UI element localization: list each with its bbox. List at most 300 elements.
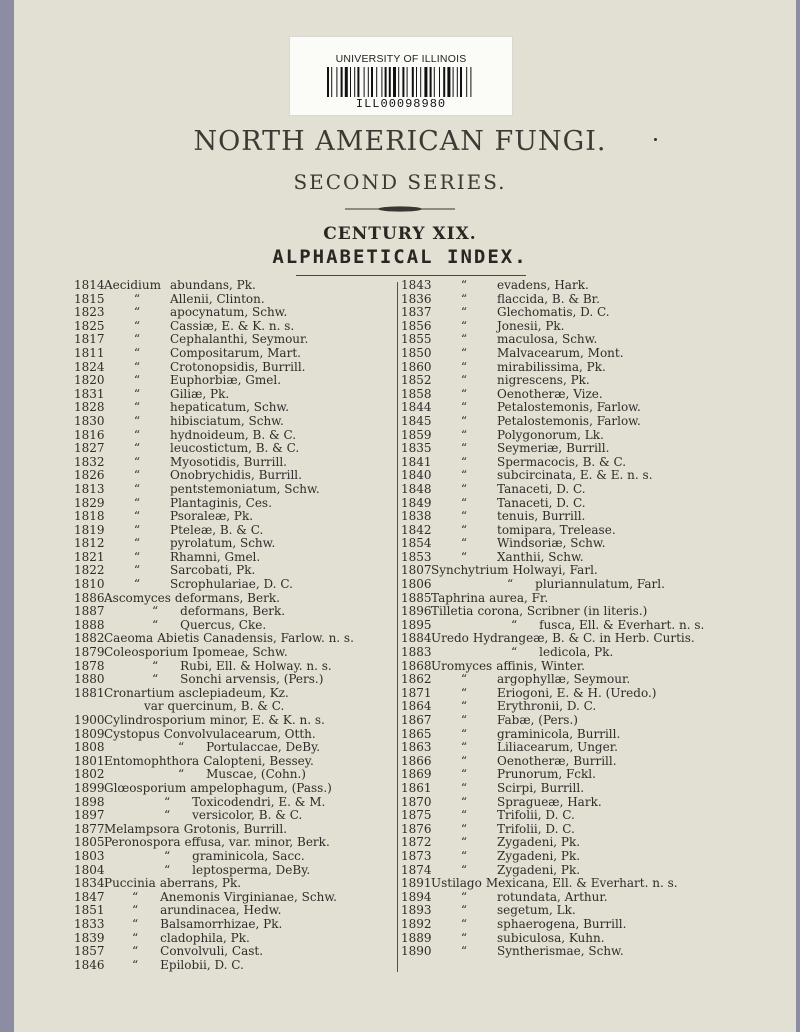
indent-spacer xyxy=(431,619,511,633)
genus-name: Cystopus xyxy=(104,726,160,741)
index-entry xyxy=(401,306,796,320)
index-entry xyxy=(401,429,796,443)
entry-number: 1821 xyxy=(74,549,105,564)
ditto-mark: “ xyxy=(460,495,468,510)
species-name: sphaerogena, Burrill. xyxy=(497,916,627,931)
entry-number: 1847 xyxy=(74,889,105,904)
index-entry xyxy=(401,374,796,388)
index-entry xyxy=(74,293,394,307)
entry-number: 1858 xyxy=(401,386,432,401)
indent-spacer xyxy=(431,646,511,660)
index-entry xyxy=(74,456,394,470)
entry-number: 1859 xyxy=(401,427,432,442)
indent-spacer xyxy=(104,904,132,918)
ditto-mark: “ xyxy=(460,386,468,401)
entry-number: 1861 xyxy=(401,780,432,795)
species-name: tenuis, Burrill. xyxy=(497,509,586,524)
ditto-mark: “ xyxy=(460,862,468,877)
entry-number: 1893 xyxy=(401,903,432,918)
entry-number: 1869 xyxy=(401,767,432,782)
species-name: pyrolatum, Schw. xyxy=(170,536,276,551)
entry-number: 1845 xyxy=(401,413,432,428)
species-name: Ipomeae, Schw. xyxy=(192,645,288,660)
index-entry xyxy=(74,660,394,674)
index-entry xyxy=(401,891,796,905)
entry-number: 1839 xyxy=(74,930,105,945)
index-entry xyxy=(74,320,394,334)
species-name: Petalostemonis, Farlow. xyxy=(497,413,641,428)
species-name: Zygadeni, Pk. xyxy=(497,848,581,863)
entry-number: 1875 xyxy=(401,808,432,823)
index-entry xyxy=(74,728,394,742)
index-entry xyxy=(401,456,796,470)
entry-number: 1840 xyxy=(401,468,432,483)
species-name: deformans, Berk. xyxy=(174,590,280,605)
ditto-mark: “ xyxy=(133,291,141,306)
species-name: Mexicana, Ell. & Everhart. n. s. xyxy=(485,876,678,891)
species-name: fusca, Ell. & Everhart. n. s. xyxy=(539,617,705,632)
ditto-mark: “ xyxy=(133,563,141,578)
ditto-mark: “ xyxy=(133,400,141,415)
index-entry xyxy=(74,891,394,905)
entry-number: 1812 xyxy=(74,536,105,551)
index-entry xyxy=(74,605,394,619)
index-entry xyxy=(74,741,394,755)
ditto-mark: “ xyxy=(152,658,159,673)
species-name: Seymeriæ, Burrill. xyxy=(497,441,610,456)
ditto-mark: “ xyxy=(133,345,141,360)
ditto-mark: “ xyxy=(133,318,141,333)
entry-number: 1885 xyxy=(401,590,432,605)
index-entry xyxy=(401,293,796,307)
genus-name: Cronartium xyxy=(104,685,175,700)
index-entry xyxy=(74,429,394,443)
entry-number: 1819 xyxy=(74,522,105,537)
entry-number: 1862 xyxy=(401,672,432,687)
genus-name: Ascomyces xyxy=(104,590,171,605)
genus-name: Aecidium xyxy=(104,278,161,292)
indent-spacer xyxy=(104,660,152,674)
index-entry xyxy=(401,755,796,769)
index-entry xyxy=(74,442,394,456)
index-entry xyxy=(401,945,796,959)
ditto-mark: “ xyxy=(164,862,171,877)
species-name: mirabilissima, Pk. xyxy=(497,359,606,374)
ditto-mark: “ xyxy=(460,305,468,320)
ditto-mark: “ xyxy=(460,441,468,456)
index-entry xyxy=(74,564,394,578)
ditto-mark: “ xyxy=(132,930,139,945)
index-entry xyxy=(401,510,796,524)
entry-number: 1809 xyxy=(74,726,105,741)
ditto-mark: “ xyxy=(133,332,141,347)
library-name: UNIVERSITY OF ILLINOIS xyxy=(335,53,467,65)
index-entry xyxy=(74,388,394,402)
index-entry xyxy=(74,877,394,891)
entry-number: 1850 xyxy=(401,345,432,360)
indent-spacer xyxy=(104,809,164,823)
index-entry xyxy=(74,768,394,782)
index-entry xyxy=(74,714,394,728)
ditto-mark: “ xyxy=(460,454,468,469)
species-name: aberrans, Pk. xyxy=(159,876,242,891)
entry-number: 1880 xyxy=(74,672,105,687)
species-name: hepaticatum, Schw. xyxy=(170,400,290,415)
ditto-mark: “ xyxy=(133,359,141,374)
ditto-mark: “ xyxy=(460,699,468,714)
species-name: Scirpi, Burrill. xyxy=(497,780,585,795)
species-name: Scrophulariae, D. C. xyxy=(170,577,293,592)
entry-number: 1815 xyxy=(74,291,105,306)
index-entry xyxy=(401,728,796,742)
index-entry xyxy=(401,564,796,578)
index-entry xyxy=(401,741,796,755)
indent-spacer xyxy=(104,850,164,864)
series-subtitle: SECOND SERIES. xyxy=(293,170,507,194)
entry-number: 1867 xyxy=(401,713,432,727)
entry-number: 1807 xyxy=(401,563,432,578)
species-name: Sarcobati, Pk. xyxy=(170,563,256,578)
species-name: argophyllæ, Seymour. xyxy=(497,672,631,687)
ditto-mark: “ xyxy=(460,916,468,931)
species-name: Abietis Canadensis, Farlow. n. s. xyxy=(157,631,354,646)
entry-number: 1894 xyxy=(401,889,432,904)
entry-number: 1895 xyxy=(401,617,432,632)
species-name: pentstemoniatum, Schw. xyxy=(170,481,320,496)
index-entry xyxy=(74,850,394,864)
ditto-mark: “ xyxy=(460,522,468,537)
species-name: hydnoideum, B. & C. xyxy=(170,427,297,442)
species-name: leptosperma, DeBy. xyxy=(192,862,311,877)
index-entry xyxy=(401,415,796,429)
ditto-mark: “ xyxy=(460,359,468,374)
species-name: Oenotheræ, Vize. xyxy=(497,386,603,401)
index-entry xyxy=(74,632,394,646)
genus-name: Caeoma xyxy=(104,631,154,646)
species-name: nigrescens, Pk. xyxy=(497,373,590,388)
ditto-mark: “ xyxy=(133,386,141,401)
species-name: effusa, var. minor, Berk. xyxy=(184,835,330,850)
index-entry xyxy=(74,619,394,633)
index-entry xyxy=(401,347,796,361)
entry-number: 1803 xyxy=(74,848,105,863)
species-name: Plantaginis, Ces. xyxy=(170,495,272,510)
ditto-mark: “ xyxy=(460,332,468,347)
ditto-mark: “ xyxy=(132,903,139,918)
ditto-mark: “ xyxy=(507,577,514,592)
index-entry xyxy=(74,796,394,810)
index-entry xyxy=(74,510,394,524)
ditto-mark: “ xyxy=(152,672,159,687)
genus-name: Cylindrosporium xyxy=(104,713,206,727)
entry-number: 1834 xyxy=(74,876,105,891)
index-entry xyxy=(74,755,394,769)
index-entry xyxy=(74,646,394,660)
century-heading: CENTURY XIX. xyxy=(323,224,477,244)
ditto-mark: “ xyxy=(133,413,141,428)
entry-number: 1897 xyxy=(74,808,105,823)
species-name: abundans, Pk. xyxy=(170,278,256,292)
index-entry xyxy=(74,551,394,565)
entry-number: 1896 xyxy=(401,604,432,619)
species-name: Glechomatis, D. C. xyxy=(497,305,610,320)
species-name: Spragueæ, Hark. xyxy=(497,794,602,809)
ditto-mark: “ xyxy=(133,441,141,456)
entry-number: 1898 xyxy=(74,794,105,809)
species-name: Giliæ, Pk. xyxy=(170,386,230,401)
ditto-mark: “ xyxy=(132,889,139,904)
index-entry xyxy=(401,497,796,511)
index-entry xyxy=(401,673,796,687)
species-name: Trifolii, D. C. xyxy=(497,808,575,823)
species-name: affinis, Winter. xyxy=(496,658,585,673)
genus-name: Glœosporium xyxy=(104,780,187,795)
ditto-mark: “ xyxy=(511,645,518,660)
genus-name: Synchytrium xyxy=(431,563,509,578)
entry-number: 1870 xyxy=(401,794,432,809)
indent-spacer xyxy=(104,864,164,878)
ditto-mark: “ xyxy=(133,454,141,469)
index-entry xyxy=(401,687,796,701)
entry-number: 1857 xyxy=(74,944,105,959)
index-entry xyxy=(401,388,796,402)
entry-number: 1829 xyxy=(74,495,105,510)
index-entry xyxy=(401,904,796,918)
barcode-icon xyxy=(325,67,475,97)
index-entry xyxy=(401,483,796,497)
species-name: subiculosa, Kuhn. xyxy=(497,930,605,945)
entry-number: 1874 xyxy=(401,862,432,877)
index-entry xyxy=(74,782,394,796)
species-name: graminicola, Burrill. xyxy=(497,726,621,741)
ditto-mark: “ xyxy=(132,944,139,959)
entry-number: 1873 xyxy=(401,848,432,863)
species-name: flaccida, B. & Br. xyxy=(497,291,600,306)
index-entry xyxy=(401,401,796,415)
species-name: Zygadeni, Pk. xyxy=(497,862,581,877)
ditto-mark: “ xyxy=(460,427,468,442)
entry-number: 1827 xyxy=(74,441,105,456)
indent-spacer xyxy=(104,918,132,932)
ditto-mark: “ xyxy=(460,713,468,727)
genus-name: Coleosporium xyxy=(104,645,189,660)
entry-number: 1876 xyxy=(401,821,432,836)
ditto-mark: “ xyxy=(133,522,141,537)
ditto-mark: “ xyxy=(178,767,185,782)
index-entry xyxy=(74,823,394,837)
species-name: Tanaceti, D. C. xyxy=(497,481,586,496)
entry-number: 1900 xyxy=(74,713,105,727)
index-entry xyxy=(74,592,394,606)
entry-number: 1883 xyxy=(401,645,432,660)
index-entry xyxy=(401,632,796,646)
ditto-mark: “ xyxy=(164,794,171,809)
ditto-mark: “ xyxy=(460,549,468,564)
index-entry xyxy=(74,374,394,388)
entry-number: 1842 xyxy=(401,522,432,537)
ditto-mark: “ xyxy=(460,944,468,959)
entry-number: 1836 xyxy=(401,291,432,306)
genus-name: Ustilago xyxy=(431,876,482,891)
species-name: versicolor, B. & C. xyxy=(192,808,303,823)
index-entry xyxy=(74,809,394,823)
species-name: ledicola, Pk. xyxy=(539,645,614,660)
index-entry xyxy=(401,524,796,538)
ditto-mark: “ xyxy=(133,577,141,592)
species-name: Epilobii, D. C. xyxy=(160,957,244,972)
species-name: Zygadeni, Pk. xyxy=(497,835,581,850)
entry-number: 1801 xyxy=(74,753,105,768)
species-name: minor, E. & K. n. s. xyxy=(209,713,325,727)
index-entry xyxy=(401,537,796,551)
ditto-mark: “ xyxy=(460,672,468,687)
species-name: Cephalanthi, Seymour. xyxy=(170,332,309,347)
index-entry xyxy=(401,700,796,714)
index-entry xyxy=(401,605,796,619)
index-entry xyxy=(74,864,394,878)
ditto-mark: “ xyxy=(460,373,468,388)
species-name: Crotonopsidis, Burrill. xyxy=(170,359,306,374)
indent-spacer xyxy=(431,578,507,592)
species-name: Oenotheræ, Burrill. xyxy=(497,753,617,768)
entry-number: 1826 xyxy=(74,468,105,483)
indent-spacer xyxy=(104,673,152,687)
index-entry xyxy=(74,537,394,551)
entry-number: 1823 xyxy=(74,305,105,320)
index-entry xyxy=(401,836,796,850)
ditto-mark: “ xyxy=(152,617,159,632)
species-name: Myosotidis, Burrill. xyxy=(170,454,287,469)
species-name: rotundata, Arthur. xyxy=(497,889,608,904)
index-entry xyxy=(74,483,394,497)
species-name: tomipara, Trelease. xyxy=(497,522,616,537)
entry-number: 1824 xyxy=(74,359,105,374)
entry-number: 1844 xyxy=(401,400,432,415)
entry-number: 1805 xyxy=(74,835,105,850)
ditto-mark: “ xyxy=(460,889,468,904)
entry-number xyxy=(74,700,104,714)
index-entry xyxy=(401,932,796,946)
species-name: deformans, Berk. xyxy=(180,604,286,619)
index-entry xyxy=(401,877,796,891)
genus-name: Peronospora xyxy=(104,835,181,850)
indent-spacer xyxy=(104,619,152,633)
entry-number: 1881 xyxy=(74,685,105,700)
species-name: Muscae, (Cohn.) xyxy=(206,767,306,782)
species-name: evadens, Hark. xyxy=(497,278,589,292)
index-entry xyxy=(74,415,394,429)
ditto-mark: “ xyxy=(133,536,141,551)
entry-number: 1852 xyxy=(401,373,432,388)
index-entry xyxy=(401,279,796,293)
index-entry xyxy=(401,918,796,932)
page-title: NORTH AMERICAN FUNGI. xyxy=(193,126,607,157)
index-entry xyxy=(401,850,796,864)
species-name: Hydrangeæ, B. & C. in Herb. Curtis. xyxy=(472,631,695,646)
index-entry xyxy=(401,809,796,823)
entry-number: 1843 xyxy=(401,278,432,292)
indent-spacer xyxy=(104,605,152,619)
entry-number: 1846 xyxy=(74,957,105,972)
ditto-mark: “ xyxy=(460,291,468,306)
ditto-mark: “ xyxy=(460,509,468,524)
ditto-mark: “ xyxy=(460,780,468,795)
index-entry xyxy=(74,333,394,347)
ditto-mark: “ xyxy=(511,617,518,632)
entry-number: 1820 xyxy=(74,373,105,388)
ditto-mark: “ xyxy=(460,835,468,850)
species-name: Eriogoni, E. & H. (Uredo.) xyxy=(497,685,657,700)
index-entry xyxy=(74,469,394,483)
entry-number: 1828 xyxy=(74,400,105,415)
index-entry xyxy=(401,619,796,633)
entry-number: 1892 xyxy=(401,916,432,931)
entry-number: 1887 xyxy=(74,604,105,619)
entry-number: 1838 xyxy=(401,509,432,524)
index-entry xyxy=(74,932,394,946)
column-divider xyxy=(397,282,398,972)
species-name: Sonchi arvensis, (Pers.) xyxy=(180,672,324,687)
entry-number: 1860 xyxy=(401,359,432,374)
species-name: subcircinata, E. & E. n. s. xyxy=(497,468,653,483)
ditto-mark: “ xyxy=(133,305,141,320)
index-entry xyxy=(74,578,394,592)
ditto-mark: “ xyxy=(460,413,468,428)
ditto-mark: “ xyxy=(460,400,468,415)
entry-number: 1849 xyxy=(401,495,432,510)
species-name: Syntherismae, Schw. xyxy=(497,944,624,959)
species-name: Trifolii, D. C. xyxy=(497,821,575,836)
index-entry xyxy=(401,714,796,728)
index-entry xyxy=(74,687,394,701)
ditto-mark: “ xyxy=(133,373,141,388)
ditto-mark: “ xyxy=(133,481,141,496)
entry-number: 1853 xyxy=(401,549,432,564)
genus-name: Entomophthora xyxy=(104,753,200,768)
entry-number: 1879 xyxy=(74,645,105,660)
entry-number: 1837 xyxy=(401,305,432,320)
species-name: var quercinum, B. & C. xyxy=(144,699,285,714)
species-name: Rubi, Ell. & Holway. n. s. xyxy=(180,658,332,673)
ditto-mark: “ xyxy=(133,468,141,483)
ditto-mark: “ xyxy=(460,345,468,360)
barcode-number: ILL00098980 xyxy=(355,97,447,111)
index-entry xyxy=(401,333,796,347)
entry-number: 1832 xyxy=(74,454,105,469)
species-name: hibisciatum, Schw. xyxy=(170,413,284,428)
species-name: Pteleæ, B. & C. xyxy=(170,522,264,537)
index-entry xyxy=(74,279,394,293)
entry-number: 1890 xyxy=(401,944,432,959)
entry-number: 1810 xyxy=(74,577,105,592)
ditto-mark: “ xyxy=(460,278,468,292)
entry-number: 1864 xyxy=(401,699,432,714)
ditto-mark: “ xyxy=(460,481,468,496)
species-name: Convolvuli, Cast. xyxy=(160,944,264,959)
species-name: Fabæ, (Pers.) xyxy=(497,713,578,727)
species-name: graminicola, Sacc. xyxy=(192,848,305,863)
genus-name: Uredo xyxy=(431,631,469,646)
genus-name: Tilletia xyxy=(431,604,474,619)
ditto-mark: “ xyxy=(178,740,185,755)
species-name: Onobrychidis, Burrill. xyxy=(170,468,302,483)
species-name: ampelophagum, (Pass.) xyxy=(190,780,332,795)
indent-spacer xyxy=(104,796,164,810)
species-name: arundinacea, Hedw. xyxy=(160,903,282,918)
entry-number: 1854 xyxy=(401,536,432,551)
index-entry xyxy=(74,904,394,918)
ditto-mark: “ xyxy=(133,549,141,564)
